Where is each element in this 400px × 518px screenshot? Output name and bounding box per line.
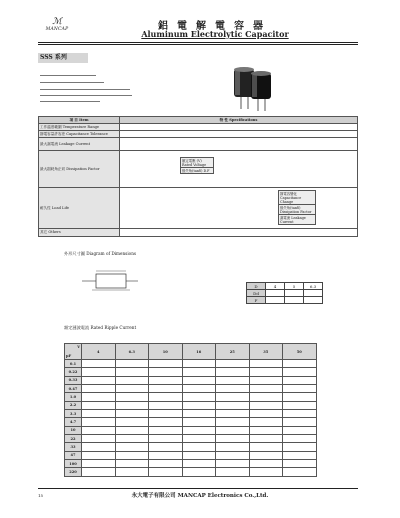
series-label: SSS 系列 — [38, 53, 88, 63]
ripple-value-cell — [82, 468, 116, 476]
title-english: Aluminum Electrolytic Capacitor — [141, 29, 289, 39]
corner-capacitance-label: µF — [66, 354, 72, 358]
ripple-value-cell — [115, 401, 149, 409]
ripple-value-cell — [82, 385, 116, 393]
capacitance-cell: 2.2 — [65, 401, 82, 409]
capacitance-cell: 3.3 — [65, 410, 82, 418]
ripple-value-cell — [249, 410, 283, 418]
cap-change-label: 靜電容變化 Capacitance Change — [278, 190, 316, 205]
dimension-row — [247, 297, 323, 304]
ripple-value-cell — [82, 393, 116, 401]
dissipation-label: 損失角(tanδ) Dissipation Factor — [278, 205, 316, 215]
dim-cell — [285, 290, 304, 297]
dim-cell: 5 — [285, 283, 304, 290]
spec-label: 最大漏電流 Leakage Current — [39, 138, 120, 151]
dim-cell: F — [247, 297, 266, 304]
ripple-value-cell — [283, 393, 317, 401]
capacitance-cell: 100 — [65, 460, 82, 468]
ripple-value-cell — [216, 385, 250, 393]
ripple-value-cell — [216, 393, 250, 401]
ripple-value-cell — [149, 451, 183, 459]
ripple-value-cell — [182, 460, 216, 468]
ripple-value-cell — [182, 426, 216, 434]
ripple-value-cell — [216, 468, 250, 476]
ripple-value-cell — [82, 451, 116, 459]
capacitance-cell: 22 — [65, 435, 82, 443]
dim-cell: 6.3 — [304, 283, 323, 290]
ripple-value-cell — [283, 435, 317, 443]
ripple-value-cell — [82, 360, 116, 368]
feature-line — [40, 101, 100, 102]
ripple-value-cell — [283, 368, 317, 376]
ripple-section-title: 額定漣波電流 Rated Ripple Current — [64, 325, 137, 330]
dim-cell — [266, 297, 285, 304]
logo-mark: ℳ — [52, 17, 62, 27]
ripple-value-cell — [216, 360, 250, 368]
ripple-value-cell — [82, 460, 116, 468]
ripple-value-cell — [182, 368, 216, 376]
ripple-value-cell — [182, 443, 216, 451]
ripple-row — [65, 460, 317, 468]
ripple-value-cell — [249, 401, 283, 409]
header-rule-thin — [38, 44, 358, 45]
ripple-value-cell — [249, 385, 283, 393]
ripple-value-cell — [249, 451, 283, 459]
ripple-value-cell — [283, 360, 317, 368]
ripple-value-cell — [149, 360, 183, 368]
capacitance-cell: 1.0 — [65, 393, 82, 401]
spec-value — [120, 151, 358, 188]
header-rule — [38, 42, 358, 43]
spec-label: 其它 Others — [39, 229, 120, 237]
spec-value — [120, 188, 358, 229]
spec-table — [38, 116, 358, 237]
feature-line — [40, 95, 132, 96]
dim-cell: Dd — [247, 290, 266, 297]
ripple-value-cell — [249, 360, 283, 368]
ripple-value-cell — [182, 393, 216, 401]
ripple-row — [65, 443, 317, 451]
logo-name: MANCAP — [45, 27, 69, 32]
ripple-value-cell — [216, 376, 250, 384]
ripple-value-cell — [283, 410, 317, 418]
ripple-value-cell — [149, 368, 183, 376]
spec-value — [120, 131, 358, 138]
ripple-value-cell — [82, 443, 116, 451]
load-life-subbox — [278, 190, 316, 225]
capacitance-cell: 0.33 — [65, 376, 82, 384]
ripple-value-cell — [115, 376, 149, 384]
dimension-section-title: 外形尺寸圖 Diagram of Dimensions — [64, 251, 137, 256]
voltage-header: 6.3 — [115, 344, 149, 360]
ripple-value-cell — [115, 393, 149, 401]
dim-cell: 4 — [266, 283, 285, 290]
dimension-table — [246, 282, 323, 304]
corner-voltage-label: V — [77, 345, 80, 349]
leakage-label: 漏電流 Leakage Current — [278, 215, 316, 225]
ripple-value-cell — [216, 426, 250, 434]
dim-cell: D — [247, 283, 266, 290]
ripple-value-cell — [115, 410, 149, 418]
ripple-row — [65, 385, 317, 393]
ripple-row — [65, 393, 317, 401]
spec-row-others — [39, 229, 358, 237]
ripple-value-cell — [149, 443, 183, 451]
ripple-value-cell — [82, 435, 116, 443]
ripple-value-cell — [283, 376, 317, 384]
ripple-body — [65, 360, 317, 477]
ripple-value-cell — [249, 418, 283, 426]
capacitance-cell: 0.47 — [65, 385, 82, 393]
spec-label: 耐久性 Load Life — [39, 188, 120, 229]
ripple-value-cell — [283, 385, 317, 393]
corner-cell — [65, 344, 82, 360]
ripple-value-cell — [216, 443, 250, 451]
ripple-value-cell — [115, 426, 149, 434]
ripple-value-cell — [115, 460, 149, 468]
ripple-table — [64, 343, 317, 477]
ripple-value-cell — [82, 376, 116, 384]
ripple-value-cell — [249, 443, 283, 451]
company-logo — [44, 18, 70, 32]
ripple-value-cell — [283, 451, 317, 459]
ripple-value-cell — [82, 368, 116, 376]
ripple-value-cell — [149, 410, 183, 418]
ripple-value-cell — [115, 435, 149, 443]
ripple-value-cell — [216, 418, 250, 426]
voltage-header: 10 — [149, 344, 183, 360]
ripple-value-cell — [182, 468, 216, 476]
ripple-value-cell — [249, 376, 283, 384]
dim-cell — [304, 297, 323, 304]
capacitance-cell: 0.1 — [65, 360, 82, 368]
ripple-value-cell — [216, 401, 250, 409]
ripple-value-cell — [149, 393, 183, 401]
feature-line — [40, 89, 130, 90]
spec-value — [120, 138, 358, 151]
ripple-row — [65, 468, 317, 476]
ripple-value-cell — [283, 426, 317, 434]
ripple-value-cell — [182, 418, 216, 426]
ripple-value-cell — [249, 426, 283, 434]
ripple-value-cell — [249, 368, 283, 376]
capacitance-cell: 220 — [65, 468, 82, 476]
ripple-value-cell — [216, 368, 250, 376]
ripple-value-cell — [82, 410, 116, 418]
ripple-value-cell — [283, 460, 317, 468]
spec-value — [120, 229, 358, 237]
ripple-value-cell — [182, 360, 216, 368]
ripple-value-cell — [149, 418, 183, 426]
ripple-value-cell — [149, 460, 183, 468]
ripple-value-cell — [182, 401, 216, 409]
ripple-value-cell — [182, 385, 216, 393]
ripple-value-cell — [283, 468, 317, 476]
ripple-row — [65, 401, 317, 409]
ripple-value-cell — [249, 460, 283, 468]
voltage-header: 50 — [283, 344, 317, 360]
dim-cell — [285, 297, 304, 304]
ripple-value-cell — [115, 385, 149, 393]
ripple-value-cell — [149, 426, 183, 434]
ripple-value-cell — [249, 435, 283, 443]
ripple-value-cell — [182, 435, 216, 443]
ripple-row — [65, 376, 317, 384]
ripple-value-cell — [182, 451, 216, 459]
voltage-header: 16 — [182, 344, 216, 360]
ripple-header-row — [65, 344, 317, 360]
ripple-value-cell — [216, 435, 250, 443]
ripple-value-cell — [249, 468, 283, 476]
ripple-row — [65, 435, 317, 443]
spec-header-spec: 特 性 Specifications — [120, 117, 358, 124]
voltage-header: 25 — [216, 344, 250, 360]
ripple-value-cell — [149, 385, 183, 393]
spec-row-tolerance — [39, 131, 358, 138]
ripple-value-cell — [115, 468, 149, 476]
ripple-value-cell — [115, 443, 149, 451]
ripple-value-cell — [115, 418, 149, 426]
voltage-header: 35 — [249, 344, 283, 360]
spec-header-row — [39, 117, 358, 124]
capacitance-cell: 47 — [65, 451, 82, 459]
feature-line — [40, 82, 104, 83]
spec-row-load-life — [39, 188, 358, 229]
title-chinese: 鋁電解電容器 — [158, 21, 272, 32]
spec-value — [120, 124, 358, 131]
ripple-row — [65, 418, 317, 426]
spec-row-leakage — [39, 138, 358, 151]
ripple-value-cell — [82, 426, 116, 434]
ripple-value-cell — [249, 393, 283, 401]
ripple-value-cell — [216, 410, 250, 418]
feature-line — [40, 75, 96, 76]
rated-voltage-label: 額定電壓 (V) Rated Voltage — [180, 157, 214, 168]
spec-label: 靜電容量許容差 Capacitance Tolerance — [39, 131, 120, 138]
capacitance-cell: 0.22 — [65, 368, 82, 376]
capacitor-photo — [226, 65, 276, 111]
ripple-row — [65, 410, 317, 418]
capacitance-cell: 33 — [65, 443, 82, 451]
ripple-value-cell — [149, 435, 183, 443]
ripple-value-cell — [216, 460, 250, 468]
company-footer: 永大電子有限公司 MANCAP Electronics Co.,Ltd. — [131, 493, 269, 499]
capacitance-cell: 4.7 — [65, 418, 82, 426]
spec-label: 工作溫度範圍 Temperature Range — [39, 124, 120, 131]
footer-rule — [38, 488, 358, 489]
ripple-value-cell — [182, 376, 216, 384]
ripple-value-cell — [82, 418, 116, 426]
ripple-value-cell — [115, 368, 149, 376]
ripple-row — [65, 451, 317, 459]
ripple-row — [65, 360, 317, 368]
spec-label: 最大損耗角正切 Dissipation Factor — [39, 151, 120, 188]
spec-row-dissipation — [39, 151, 358, 188]
ripple-value-cell — [283, 401, 317, 409]
dim-cell — [304, 290, 323, 297]
df-label: 損失角(tanδ) D.F — [180, 168, 214, 174]
ripple-value-cell — [216, 451, 250, 459]
ripple-value-cell — [149, 401, 183, 409]
spec-row-temperature — [39, 124, 358, 131]
ripple-value-cell — [283, 443, 317, 451]
dimension-row — [247, 283, 323, 290]
dissipation-subbox — [180, 157, 214, 174]
ripple-value-cell — [82, 401, 116, 409]
ripple-value-cell — [182, 410, 216, 418]
ripple-row — [65, 368, 317, 376]
ripple-value-cell — [149, 468, 183, 476]
ripple-value-cell — [115, 451, 149, 459]
dimension-row — [247, 290, 323, 297]
capacitance-cell: 10 — [65, 426, 82, 434]
spec-header-item: 項 目 Item — [39, 117, 120, 124]
ripple-value-cell — [115, 360, 149, 368]
ripple-value-cell — [283, 418, 317, 426]
ripple-value-cell — [149, 376, 183, 384]
page-number: 15 — [38, 493, 44, 498]
voltage-header: 4 — [82, 344, 116, 360]
ripple-row — [65, 426, 317, 434]
dim-cell — [266, 290, 285, 297]
dimension-diagram — [80, 268, 140, 294]
